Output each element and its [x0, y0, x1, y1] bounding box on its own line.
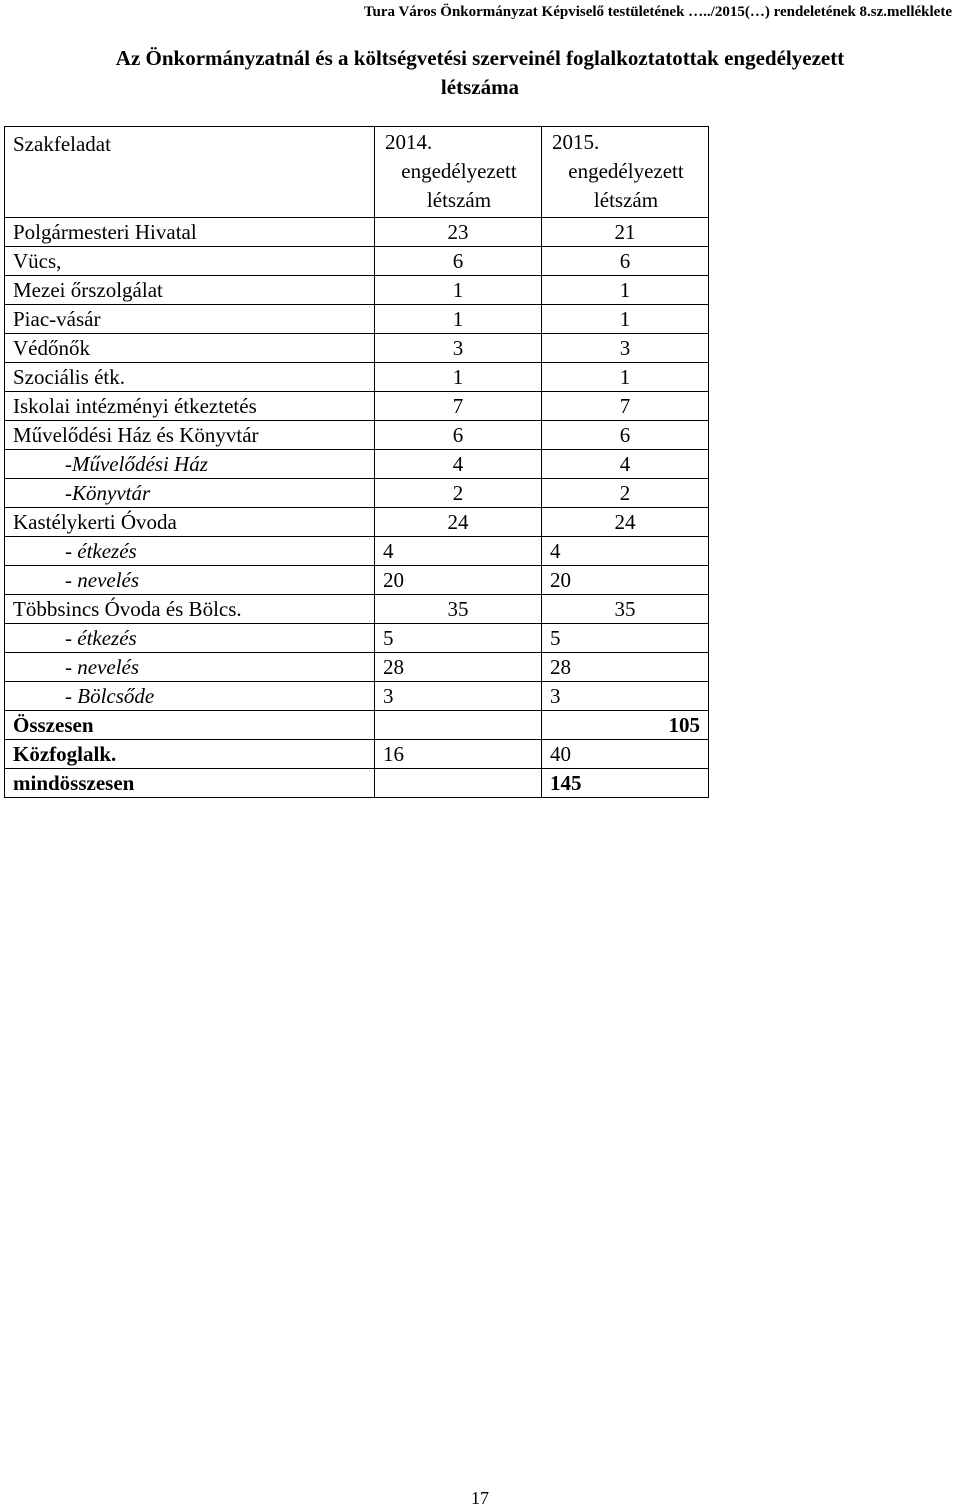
table-row [5, 624, 709, 653]
page-title-line-2: létszáma [440, 75, 520, 99]
row-value-2014: 16 [375, 740, 542, 769]
row-label: - nevelés [5, 566, 375, 595]
row-value-2014: 3 [375, 334, 542, 363]
row-value-2015: 3 [542, 682, 709, 711]
row-value-2015: 4 [542, 537, 709, 566]
row-value-2014: 24 [375, 508, 542, 537]
table-row [5, 218, 709, 247]
row-value-2014: 4 [375, 537, 542, 566]
staff-headcount-table [4, 126, 709, 798]
row-value-2015: 40 [542, 740, 709, 769]
row-value-2015: 7 [542, 392, 709, 421]
row-value-2015: 105 [542, 711, 709, 740]
row-label: Összesen [5, 711, 375, 740]
row-value-2015: 1 [542, 276, 709, 305]
row-value-2015: 20 [542, 566, 709, 595]
row-label: Védőnők [5, 334, 375, 363]
table-row [5, 363, 709, 392]
table-row [5, 566, 709, 595]
row-value-2014: 28 [375, 653, 542, 682]
row-label: Piac-vásár [5, 305, 375, 334]
document-header-note: Tura Város Önkormányzat Képviselő testületének …../2015(…) rendeletének 8.sz.melléklete [363, 4, 952, 20]
header-2015 [542, 127, 709, 218]
table-row [5, 740, 709, 769]
row-value-2014: 4 [375, 450, 542, 479]
row-value-2014: 6 [375, 247, 542, 276]
table-header-row [5, 127, 709, 218]
row-label: Többsincs Óvoda és Bölcs. [5, 595, 375, 624]
table-row [5, 421, 709, 450]
header-2015-line2: engedélyezett [568, 159, 684, 183]
table-row [5, 247, 709, 276]
row-value-2014 [375, 769, 542, 798]
table-row [5, 276, 709, 305]
row-label: -Művelődési Ház [5, 450, 375, 479]
table-row [5, 653, 709, 682]
row-value-2015: 35 [542, 595, 709, 624]
table-row [5, 595, 709, 624]
row-label: Vücs, [5, 247, 375, 276]
row-value-2014: 7 [375, 392, 542, 421]
table-row [5, 334, 709, 363]
row-value-2015: 2 [542, 479, 709, 508]
row-value-2014: 2 [375, 479, 542, 508]
header-szakfeladat: Szakfeladat [5, 127, 375, 218]
row-label: - étkezés [5, 624, 375, 653]
row-label: Polgármesteri Hivatal [5, 218, 375, 247]
row-value-2015: 21 [542, 218, 709, 247]
row-value-2014 [375, 711, 542, 740]
row-value-2014: 5 [375, 624, 542, 653]
row-value-2014: 3 [375, 682, 542, 711]
row-value-2015: 6 [542, 247, 709, 276]
row-label: Iskolai intézményi étkeztetés [5, 392, 375, 421]
row-value-2014: 1 [375, 276, 542, 305]
row-label: mindösszesen [5, 769, 375, 798]
header-2014-line2: engedélyezett [401, 159, 517, 183]
row-value-2015: 1 [542, 363, 709, 392]
row-value-2014: 23 [375, 218, 542, 247]
row-label: Közfoglalk. [5, 740, 375, 769]
page-title [0, 44, 960, 102]
header-2014-line3: létszám [426, 188, 492, 212]
table-row [5, 305, 709, 334]
row-value-2014: 6 [375, 421, 542, 450]
header-2015-year: 2015. [552, 130, 600, 154]
row-label: - nevelés [5, 653, 375, 682]
header-2015-line3: létszám [593, 188, 659, 212]
header-2014 [375, 127, 542, 218]
row-label: - étkezés [5, 537, 375, 566]
row-label: Kastélykerti Óvoda [5, 508, 375, 537]
row-value-2015: 28 [542, 653, 709, 682]
row-value-2015: 1 [542, 305, 709, 334]
row-value-2015: 3 [542, 334, 709, 363]
row-value-2014: 35 [375, 595, 542, 624]
row-label: Művelődési Ház és Könyvtár [5, 421, 375, 450]
row-label: Mezei őrszolgálat [5, 276, 375, 305]
row-value-2015: 5 [542, 624, 709, 653]
table-row [5, 450, 709, 479]
row-value-2014: 1 [375, 363, 542, 392]
table-row [5, 479, 709, 508]
row-value-2015: 4 [542, 450, 709, 479]
table-row-total [5, 711, 709, 740]
row-value-2015: 145 [542, 769, 709, 798]
row-value-2015: 6 [542, 421, 709, 450]
table-row [5, 682, 709, 711]
row-value-2015: 24 [542, 508, 709, 537]
table-row [5, 392, 709, 421]
row-value-2014: 20 [375, 566, 542, 595]
row-label: -Könyvtár [5, 479, 375, 508]
table-row [5, 537, 709, 566]
row-label: - Bölcsőde [5, 682, 375, 711]
page-number: 17 [471, 1488, 489, 1508]
page-title-line-1: Az Önkormányzatnál és a költségvetési szerveinél foglalkoztatottak engedélyezett [115, 46, 845, 70]
table-row-grand-total [5, 769, 709, 798]
header-2014-year: 2014. [385, 130, 433, 154]
table-row [5, 508, 709, 537]
row-value-2014: 1 [375, 305, 542, 334]
row-label: Szociális étk. [5, 363, 375, 392]
